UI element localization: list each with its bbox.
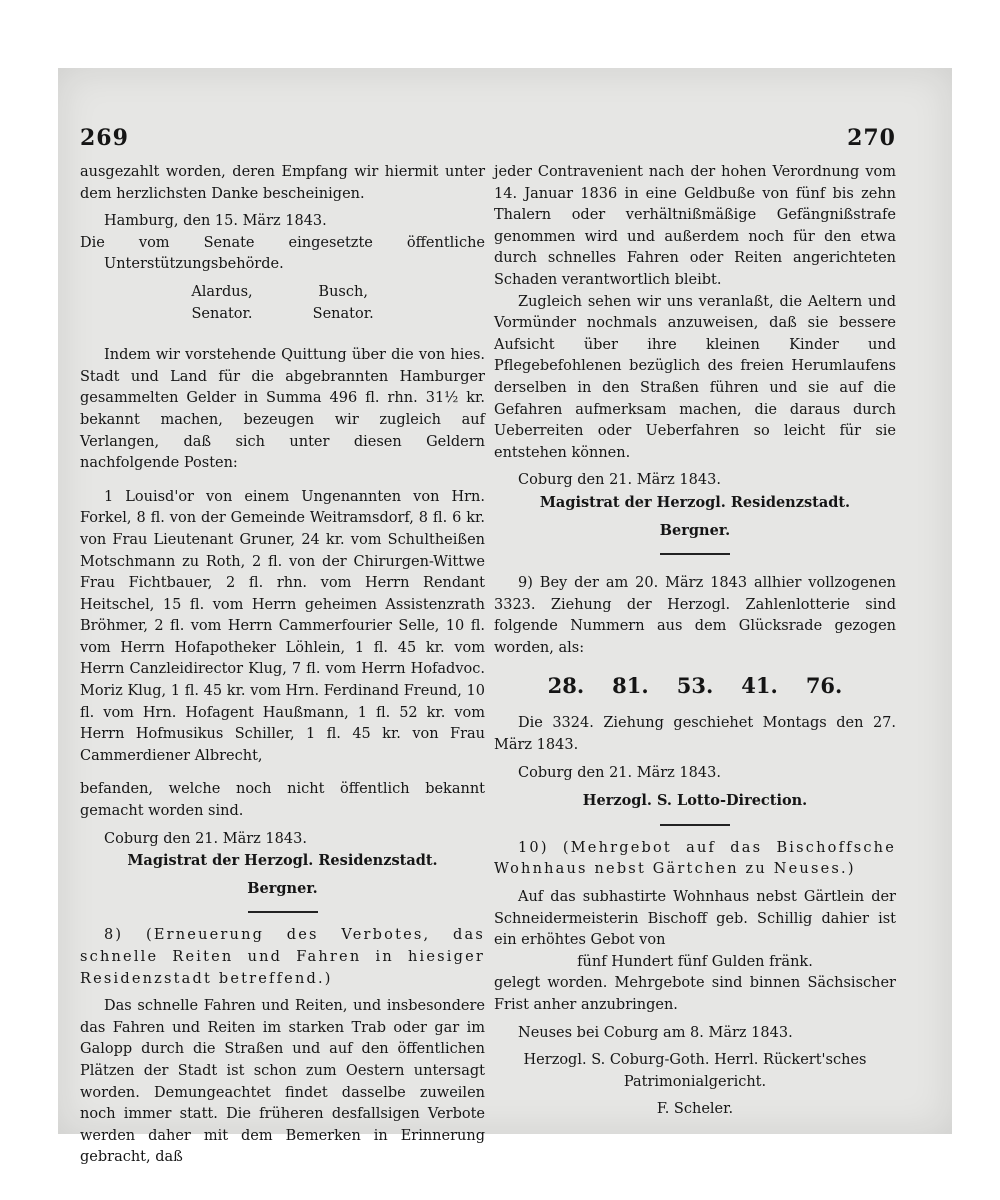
date-coburg-lotto: Coburg den 21. März 1843. [518,764,721,781]
item10-text-continued: gelegt worden. Mehrgebote sind binnen Sächsischer Frist anher anzubringen. [494,975,896,1013]
signer-bergner-left: Bergner. [247,879,318,897]
page-number-right: 270 [847,125,896,151]
signer-scheler: F. Scheler. [656,1101,734,1118]
section-divider [660,553,730,555]
next-draw-notice: Die 3324. Ziehung geschiehet Montags den 27. März 1843. [494,715,896,754]
lottery-number: 28. [547,673,585,699]
paragraph-contravenient: jeder Contravenient nach der hohen Verordnung vom 14. Januar 1836 in eine Geldbuße von fünf bis zehn Thalern oder verhältnißmäßige Gefängnißstrafe genommen wird und außerdem noch für den etwa durch schnelles Fahren oder Reiten angerichteten Schaden verantwortlich bleibt. [494,164,896,288]
date-coburg-right: Coburg den 21. März 1843. [518,472,721,489]
patrimonial-court: Herzogl. S. Coburg-Goth. Herrl. Rückert'sches Patrimonialgericht. [523,1052,867,1090]
paragraph-quittung: Indem wir vorstehende Quittung über die von hies. Stadt und Land für die abgebrannten Hamburger gesammelten Gelder in Summa 496 fl. rhn. 31½ kr. bekannt machen, bezeugen wir zugleich auf Verlangen, daß sich unter diesen Geldern nachfolgende Posten: [80,347,485,472]
item10-heading: 10) (Mehrgebot auf das Bischoffsche Wohnhaus nebst Gärtchen zu Neuses.) [494,839,896,878]
senator-signatures [80,282,485,325]
scanned-page [58,68,952,1166]
lottery-number: 76. [805,673,843,699]
date-coburg-left: Coburg den 21. März 1843. [104,830,307,847]
signature-alardus: Alardus, Senator. [191,283,253,322]
bid-amount: fünf Hundert fünf Gulden fränk. [577,953,813,970]
item10-text: Auf das subhastirte Wohnhaus nebst Gärtlein der Schneidermeisterin Bischoff geb. Schillig dahier ist ein erhöhtes Gebot von [494,889,896,949]
donation-list: 1 Louisd'or von einem Ungenannten von Hrn. Forkel, 8 fl. von der Gemeinde Weitramsdorf, 8 fl. 6 kr. von Frau Lieutenant Gruner, 24 kr. vom Schultheißen Motschmann zu Roth, 2 fl. von der Chirurgen-Wittwe Frau Fichtbauer, 2 fl. rhn. vom Herrn Rendant Heitschel, 15 fl. vom Herrn geheimen Assistenzrath Bröhmer, 2 fl. vom Herrn Cammerfourier Selle, 10 fl. vom Herrn Hofapotheker Löhlein, 1 fl. 45 kr. vom Herrn Canzleidirector Klug, 7 fl. vom Herrn Hofadvoc. Moriz Klug, 1 fl. 45 kr. vom Hrn. Ferdinand Freund, 10 fl. vom Hrn. Hofagent Haußmann, 1 fl. 52 kr. vom Herrn Hofmusikus Schiller, 1 fl. 45 kr. von Frau Cammerdiener Albrecht, [80,488,485,764]
page-number-left: 269 [80,125,129,151]
paragraph-receipt-end: ausgezahlt worden, deren Empfang wir hiermit unter dem herzlichsten Danke bescheinigen. [80,164,485,202]
magistrat-right: Magistrat der Herzogl. Residenzstadt. [539,493,851,511]
lottery-number: 41. [741,673,778,699]
item9-text: 9) Bey der am 20. März 1843 allhier vollzogenen 3323. Ziehung der Herzogl. Zahlenlotterie sind folgende Nummern aus dem Glücksrade gezogen worden, als: [494,575,896,656]
lotto-direction: Herzogl. S. Lotto-Direction. [582,792,808,810]
item8-text: Das schnelle Fahren und Reiten, und insbesondere das Fahren und Reiten im starken Trab oder gar im Galopp durch die Straßen und auf den öffentlichen Plätzen der Stadt ist schon zum Oestern untersagt worden. Demungeachtet findet dasselbe zuweilen noch immer statt. Die früheren desfallsigen Verbote werden daher mit dem Bemerken in Erinnerung gebracht, daß [80,998,485,1166]
lottery-number: 81. [612,673,649,699]
signer-bergner-right: Bergner. [659,521,731,539]
section-divider [248,911,318,913]
date-hamburg: Hamburg, den 15. März 1843. [104,213,327,230]
authority-name: Die vom Senate eingesetzte öffentliche Unterstützungsbehörde. [80,234,485,273]
magistrat-left: Magistrat der Herzogl. Residenzstadt. [127,852,438,870]
paragraph-befanden: befanden, welche noch nicht öffentlich bekannt gemacht worden sind. [80,781,485,820]
section-divider [660,824,730,826]
lottery-numbers [494,671,896,701]
signature-busch: Busch, Senator. [312,283,374,322]
left-column [80,68,485,1166]
paragraph-eltern: Zugleich sehen wir uns veranlaßt, die Aeltern und Vormünder nochmals anzuweisen, daß sie bessere Aufsicht über ihre kleinen Kinder und Pflegebefohlenen bezüglich des freien Herumlaufens derselben in den Straßen führen und sie auf die Gefahren aufmerksam machen, die daraus durch Ueberreiten oder Ueberfahren so leicht für sie entstehen können. [494,293,896,461]
lottery-number: 53. [676,673,714,699]
date-neuses: Neuses bei Coburg am 8. März 1843. [518,1024,793,1041]
right-column [494,68,896,1134]
item8-heading: 8) (Erneuerung des Verbotes, das schnelle Reiten und Fahren in hiesiger Residenzstadt betreffend.) [80,927,485,987]
